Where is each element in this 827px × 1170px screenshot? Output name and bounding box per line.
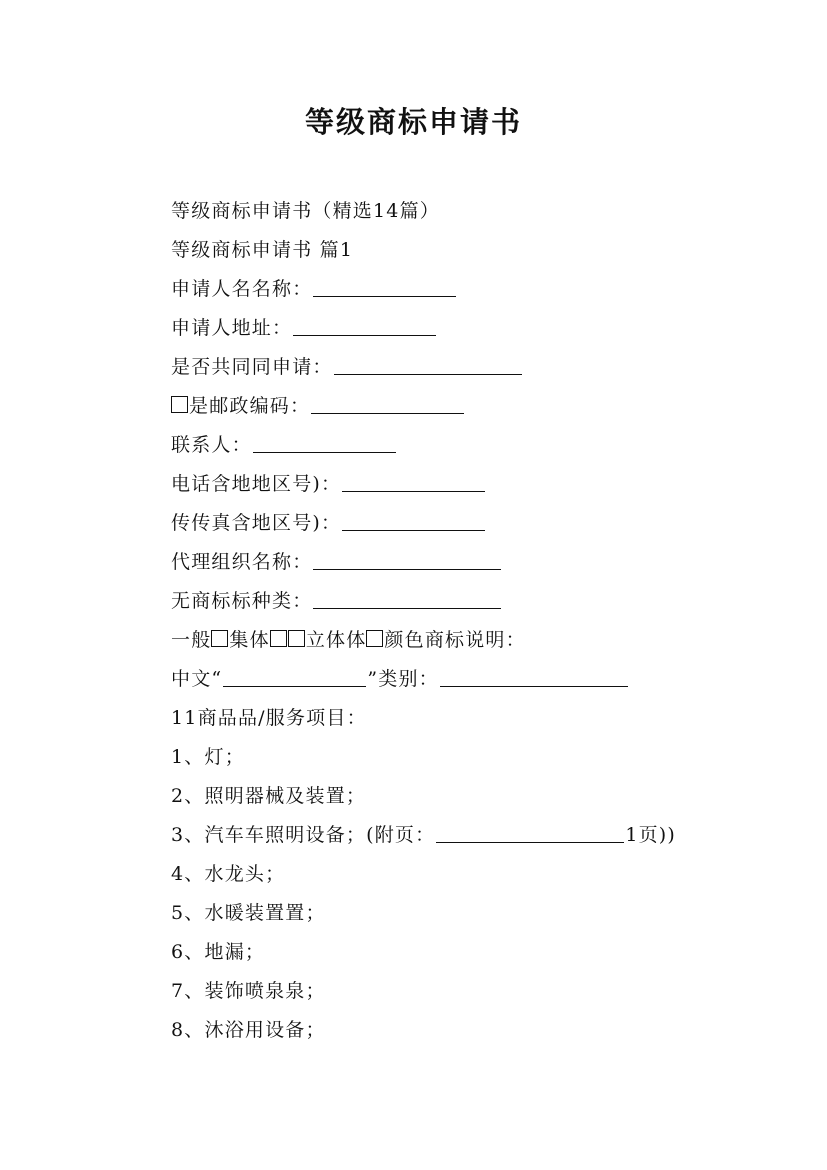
list-item: 1、灯； bbox=[171, 746, 245, 768]
applicant-address-blank[interactable] bbox=[293, 311, 436, 336]
agency-label: 代理组织名称： bbox=[171, 551, 313, 573]
fax-label: 传传真含地区号)： bbox=[171, 512, 342, 534]
trademark-type-blank[interactable] bbox=[313, 584, 501, 609]
goods-heading: 11商品品/服务项目： bbox=[171, 707, 367, 729]
postal-code-label: 是邮政编码： bbox=[189, 395, 311, 417]
chinese-prefix: 中文“ bbox=[171, 668, 223, 690]
trademark-type-label: 无商标标种类： bbox=[171, 590, 313, 612]
fax-row bbox=[171, 504, 807, 543]
phone-label: 电话含地地区号)： bbox=[171, 473, 342, 495]
list-item-with-attachment bbox=[171, 816, 807, 855]
postal-code-blank[interactable] bbox=[311, 389, 464, 414]
subtitle-line: 等级商标申请书（精选14篇） bbox=[171, 200, 440, 222]
agency-blank[interactable] bbox=[313, 545, 501, 570]
list-item: 6、地漏； bbox=[171, 941, 266, 963]
joint-application-row bbox=[171, 348, 807, 387]
kind-color-label: 颜色商标说明： bbox=[384, 629, 526, 651]
agency-row bbox=[171, 543, 807, 582]
document-title: 等级商标申请书 bbox=[304, 105, 522, 139]
checkbox-icon[interactable] bbox=[366, 630, 383, 647]
applicant-name-label: 申请人名名称： bbox=[171, 278, 313, 300]
document-body bbox=[171, 192, 807, 1050]
checkbox-icon[interactable] bbox=[288, 630, 305, 647]
list-item-text: 3、汽车车照明设备；(附页： bbox=[171, 824, 436, 846]
attachment-page-text: 1页)) bbox=[625, 824, 677, 846]
chinese-name-row bbox=[171, 660, 807, 699]
checkbox-icon[interactable] bbox=[211, 630, 228, 647]
applicant-name-blank[interactable] bbox=[313, 272, 456, 297]
attachment-blank[interactable] bbox=[436, 818, 624, 843]
trademark-type-row bbox=[171, 582, 807, 621]
list-item: 8、沐浴用设备； bbox=[171, 1019, 326, 1041]
applicant-address-row bbox=[171, 309, 807, 348]
phone-row bbox=[171, 465, 807, 504]
contact-row bbox=[171, 426, 807, 465]
category-blank[interactable] bbox=[440, 662, 628, 687]
list-item: 5、水暖装置置； bbox=[171, 902, 326, 924]
joint-application-label: 是否共同同申请： bbox=[171, 356, 333, 378]
postal-code-row bbox=[171, 387, 807, 426]
applicant-address-label: 申请人地址： bbox=[171, 317, 293, 339]
contact-label: 联系人： bbox=[171, 434, 252, 456]
joint-application-blank[interactable] bbox=[334, 350, 522, 375]
contact-blank[interactable] bbox=[253, 428, 396, 453]
list-item: 7、装饰喷泉泉； bbox=[171, 980, 326, 1002]
kind-general-label: 一般 bbox=[171, 629, 212, 651]
section-heading: 等级商标申请书 篇1 bbox=[171, 239, 354, 261]
list-item: 2、照明器械及装置； bbox=[171, 785, 367, 807]
checkbox-icon[interactable] bbox=[270, 630, 287, 647]
kind-collective-label: 集体 bbox=[229, 629, 270, 651]
trademark-kind-row bbox=[171, 621, 807, 660]
kind-3d-label: 立体体 bbox=[305, 629, 367, 651]
fax-blank[interactable] bbox=[342, 506, 485, 531]
checkbox-icon[interactable] bbox=[171, 396, 188, 413]
chinese-suffix: ”类别： bbox=[367, 668, 439, 690]
chinese-name-blank[interactable] bbox=[223, 662, 366, 687]
phone-blank[interactable] bbox=[342, 467, 485, 492]
list-item: 4、水龙头； bbox=[171, 863, 286, 885]
applicant-name-row bbox=[171, 270, 807, 309]
